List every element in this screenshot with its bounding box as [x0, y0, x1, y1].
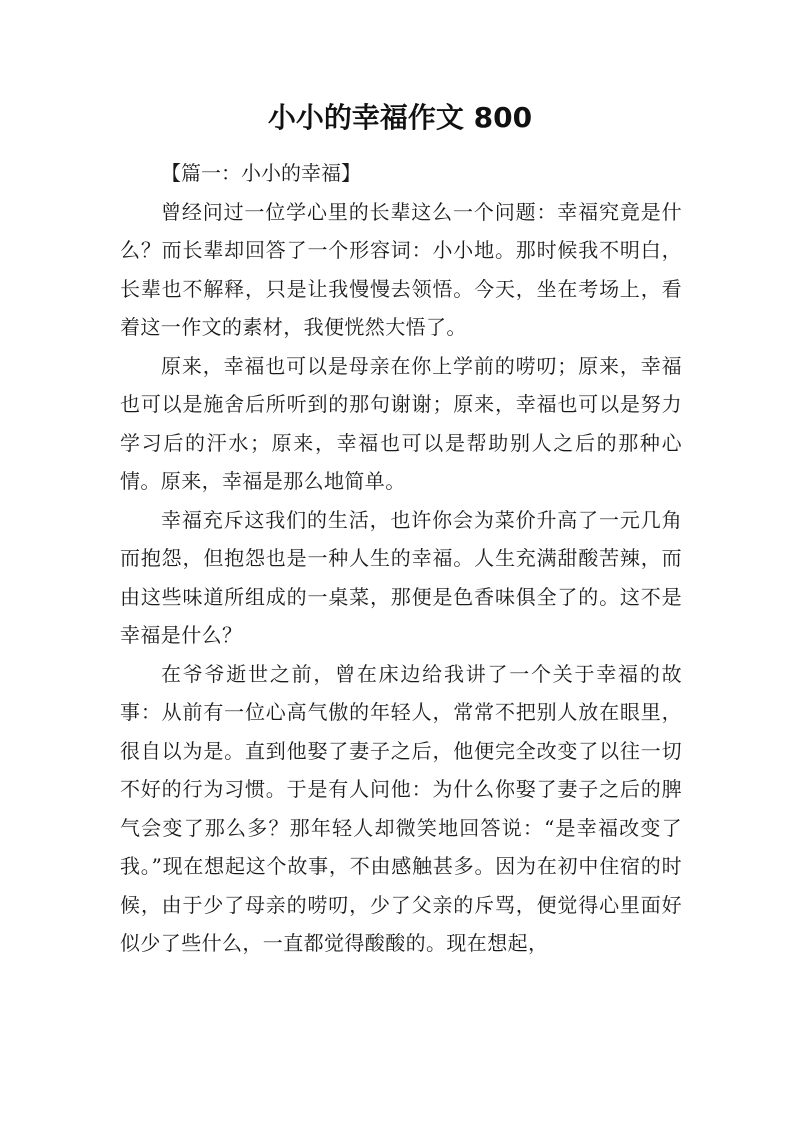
document-title: 小小的幸福作文 800 — [267, 101, 533, 134]
section-heading: 【篇一：小小的幸福】 — [161, 161, 361, 185]
paragraph-1: 曾经问过一位学心里的长辈这么一个问题：幸福究竟是什么？而长辈却回答了一个形容词：小小地。那时候我不明白，长辈也不解释，只是让我慢慢去领悟。今天，坐在考场上，看着这一作文的素材，我便恍然大悟了。 — [120, 199, 682, 339]
paragraph-2: 原来，幸福也可以是母亲在你上学前的唠叨；原来，幸福也可以是施舍后所听到的那句谢谢；原来，幸福也可以是努力学习后的汗水；原来，幸福也可以是帮助别人之后的那种心情。原来，幸福是那么地简单。 — [120, 353, 682, 493]
document-body — [120, 154, 682, 963]
paragraph-3: 幸福充斥这我们的生活，也许你会为菜价升高了一元几角而抱怨，但抱怨也是一种人生的幸福。人生充满甜酸苦辣，而由这些味道所组成的一桌菜，那便是色香味俱全了的。这不是幸福是什么？ — [120, 507, 682, 647]
paragraph-4: 在爷爷逝世之前，曾在床边给我讲了一个关于幸福的故事：从前有一位心高气傲的年轻人，常常不把别人放在眼里，很自以为是。直到他娶了妻子之后，他便完全改变了以往一切不好的行为习惯。于是有人问他：为什么你娶了妻子之后的脾气会变了那么多？那年轻人却微笑地回答说：“是幸福改变了我。”现在想起这个故事，不由感触甚多。因为在初中住宿的时候，由于少了母亲的唠叨，少了父亲的斥骂，便觉得心里面好似少了些什么，一直都觉得酸酸的。现在想起， — [120, 661, 682, 955]
